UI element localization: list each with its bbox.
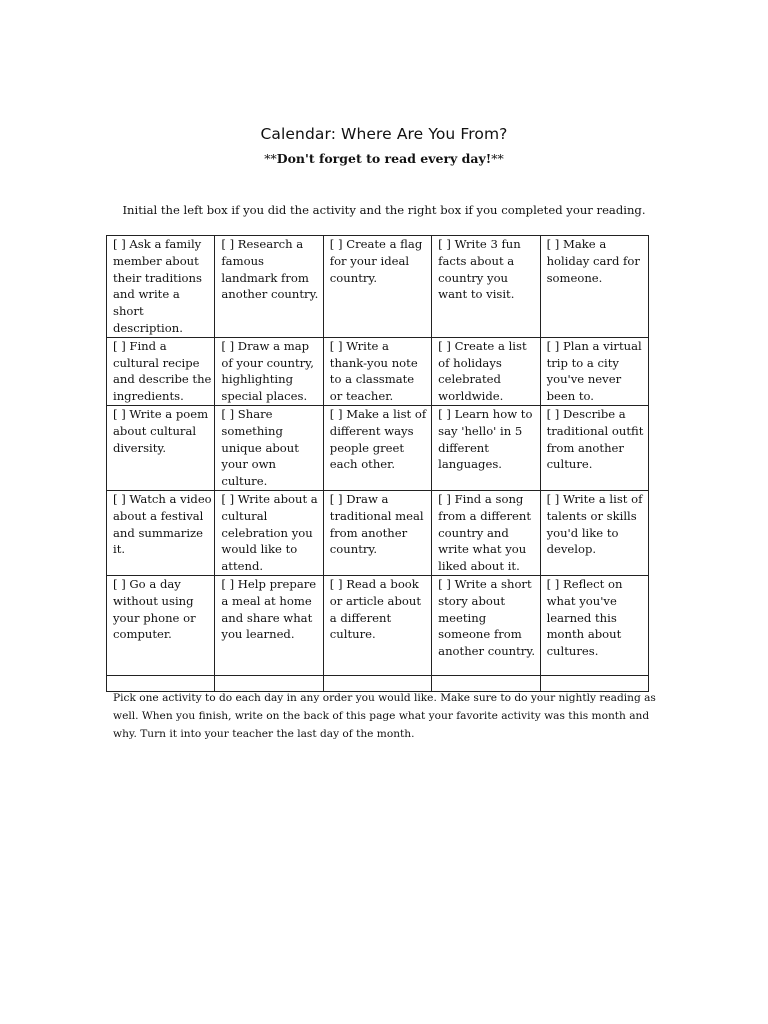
instructions-text: Initial the left box if you did the activity and the right box if you completed your reading.: [122, 203, 646, 217]
calendar-cell-1-3[interactable]: [ ] Create a flag for your ideal country.: [323, 236, 431, 338]
calendar-row-1: [107, 236, 649, 338]
calendar-cell-1-4[interactable]: [ ] Write 3 fun facts about a country you want to visit.: [432, 236, 540, 338]
calendar-cell-3-4[interactable]: [ ] Learn how to say 'hello' in 5 different languages.: [432, 405, 540, 490]
calendar-cell-2-2[interactable]: [ ] Draw a map of your country, highlighting special places.: [215, 337, 323, 405]
page-subtitle: [0, 151, 768, 166]
calendar-cell-2-1[interactable]: [ ] Find a cultural recipe and describe the ingredients.: [107, 337, 215, 405]
calendar-cell-4-2[interactable]: [ ] Write about a cultural celebration you would like to attend.: [215, 490, 323, 575]
calendar-cell-5-4[interactable]: [ ] Write a short story about meeting someone from another country.: [432, 575, 540, 675]
calendar-cell-3-1[interactable]: [ ] Write a poem about cultural diversity.: [107, 405, 215, 490]
calendar-cell-5-5[interactable]: [ ] Reflect on what you've learned this month about cultures.: [540, 575, 648, 675]
calendar-row-4: [107, 490, 649, 575]
calendar-row-2: [107, 337, 649, 405]
calendar-cell-4-3[interactable]: [ ] Draw a traditional meal from another country.: [323, 490, 431, 575]
calendar-cell-2-3[interactable]: [ ] Write a thank-you note to a classmate or teacher.: [323, 337, 431, 405]
calendar-cell-1-5[interactable]: [ ] Make a holiday card for someone.: [540, 236, 648, 338]
calendar-table: [106, 235, 649, 692]
calendar-cell-3-2[interactable]: [ ] Share something unique about your own culture.: [215, 405, 323, 490]
calendar-cell-1-1[interactable]: [ ] Ask a family member about their traditions and write a short description.: [107, 236, 215, 338]
calendar-cell-3-5[interactable]: [ ] Describe a traditional outfit from another culture.: [540, 405, 648, 490]
calendar-cell-4-4[interactable]: [ ] Find a song from a different country and write what you liked about it.: [432, 490, 540, 575]
calendar-cell-2-4[interactable]: [ ] Create a list of holidays celebrated worldwide.: [432, 337, 540, 405]
calendar-cell-5-1[interactable]: [ ] Go a day without using your phone or computer.: [107, 575, 215, 675]
calendar-row-5: [107, 575, 649, 675]
page-title: Calendar: Where Are You From?: [260, 125, 508, 143]
subtitle-prefix: **: [264, 151, 277, 166]
calendar-cell-2-5[interactable]: [ ] Plan a virtual trip to a city you've never been to.: [540, 337, 648, 405]
calendar-row-3: [107, 405, 649, 490]
calendar-cell-4-1[interactable]: [ ] Watch a video about a festival and summarize it.: [107, 490, 215, 575]
calendar-cell-3-3[interactable]: [ ] Make a list of different ways people greet each other.: [323, 405, 431, 490]
footer-instructions: Pick one activity to do each day in any order you would like. Make sure to do your nightly reading as well. When you finish, write on the back of this page what your favorite activity was this month and why. Turn it into your teacher the last day of the month.: [113, 692, 656, 740]
calendar-cell-4-5[interactable]: [ ] Write a list of talents or skills you'd like to develop.: [540, 490, 648, 575]
calendar-cell-1-2[interactable]: [ ] Research a famous landmark from another country.: [215, 236, 323, 338]
calendar-cell-5-2[interactable]: [ ] Help prepare a meal at home and share what you learned.: [215, 575, 323, 675]
subtitle-suffix: **: [491, 151, 504, 166]
calendar-cell-5-3[interactable]: [ ] Read a book or article about a different culture.: [323, 575, 431, 675]
subtitle-main: Don't forget to read every day!: [276, 151, 492, 166]
